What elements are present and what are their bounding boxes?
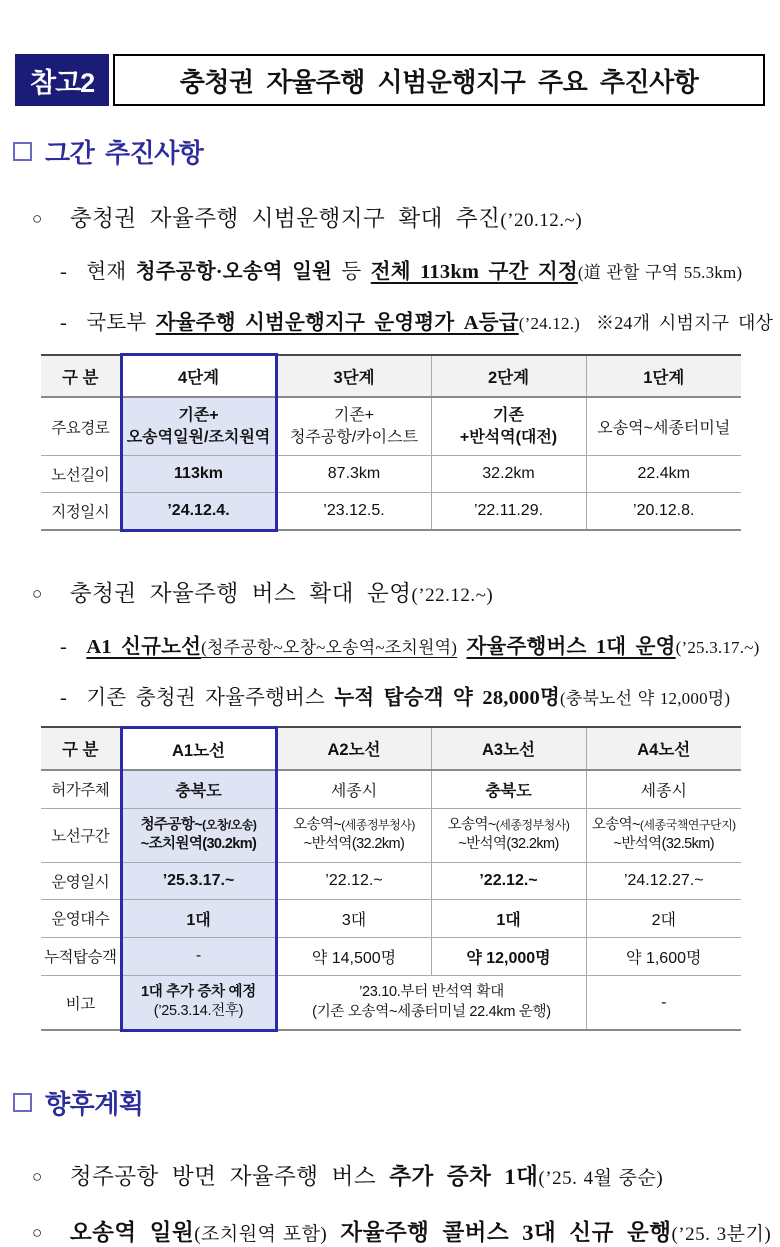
cell-line: 청주공항~ — [140, 816, 203, 833]
cell-sub: (세종국책연구단지) — [639, 817, 736, 832]
cell-stage4-length: 113km — [121, 456, 276, 493]
row-label: 누적탑승객 — [41, 937, 121, 975]
dash-paren: (충북노선 약 12,000명) — [559, 688, 731, 708]
dash-a1-new-route — [60, 629, 780, 659]
cell-a1-section — [121, 808, 276, 862]
cell-a4-permit: 세종시 — [586, 770, 741, 809]
dash-text: 기존 충청권 자율주행버스 — [86, 686, 326, 709]
dash-text: 현재 — [86, 261, 127, 283]
table-header-row — [41, 727, 741, 770]
cell-line: 기존+ — [333, 407, 375, 424]
document-header — [15, 54, 765, 106]
bullet-text-bold: 오송역 일원 — [69, 1219, 195, 1245]
cell-sub: (오창/오송) — [202, 817, 257, 832]
cell-line: 청주공항/카이스트 — [289, 428, 419, 446]
table-row-section — [41, 808, 741, 862]
bullet-zone-expansion — [32, 201, 780, 233]
dash-text-bold-underline: A1 신규노선 — [86, 635, 202, 658]
cell-line: 기존+ — [178, 407, 219, 424]
cell-a2-riders: 약 14,500명 — [276, 937, 431, 975]
document-page — [0, 54, 780, 1247]
cell-stage4-route — [121, 397, 276, 456]
dash-text-bold: 청주공항·오송역 일원 — [135, 261, 333, 283]
reference-badge: 참고2 — [15, 54, 109, 106]
section-heading-label: 그간 추진사항 — [45, 138, 204, 168]
cell-stage4-date: ’24.12.4. — [121, 493, 276, 531]
row-label: 주요경로 — [41, 397, 121, 456]
cell-stage2-date: ’22.11.29. — [431, 493, 586, 531]
cell-a2a3-note — [276, 975, 586, 1030]
cell-line: (’25.3.14.전후) — [153, 1003, 244, 1020]
dash-paren: (’24.12.) — [518, 314, 581, 333]
header-cell-stage1: 1단계 — [586, 355, 741, 398]
bullet-text: 충청권 자율주행 시범운행지구 확대 추진 — [69, 206, 501, 231]
cell-a3-permit: 충북도 — [431, 770, 586, 809]
cell-stage1-length: 22.4km — [586, 456, 741, 493]
cell-a1-fleet: 1대 — [121, 899, 276, 937]
cell-line: +반석역(대전) — [459, 428, 558, 446]
dash-evaluation-grade — [60, 305, 780, 335]
row-label: 운영대수 — [41, 899, 121, 937]
dash-icon: - — [60, 686, 68, 709]
cell-line: ~반석역(32.2km) — [303, 836, 405, 853]
dash-current-designation — [60, 254, 780, 284]
dash-text: 등 — [341, 261, 362, 283]
cell-line: 오송역~ — [591, 816, 640, 833]
circle-bullet-icon: ○ — [32, 1222, 43, 1242]
route-table — [41, 726, 741, 1032]
cell-sub: (세종정부청사) — [341, 817, 415, 832]
cell-line: ~조치원역(30.2km) — [140, 836, 257, 853]
cell-a3-start: ’22.12.~ — [431, 862, 586, 899]
section-heading-past — [13, 133, 780, 170]
section-heading-label: 향후계획 — [45, 1088, 144, 1119]
cell-stage3-route — [276, 397, 431, 456]
cell-line: (기존 오송역~세종터미널 22.4km 운행) — [312, 1003, 551, 1020]
row-label: 운영일시 — [41, 862, 121, 899]
dash-text-bold-underline: 전체 113km 구간 지정 — [370, 261, 578, 283]
cell-line: 1대 추가 증차 예정 — [141, 983, 256, 1000]
cell-sub: (세종정부청사) — [495, 817, 570, 832]
square-bullet-icon — [13, 1093, 32, 1112]
cell-line: ~반석역(32.5km) — [613, 836, 714, 853]
bullet-text: 충청권 자율주행 버스 확대 운영 — [69, 580, 412, 606]
header-cell-gubun: 구 분 — [41, 727, 121, 770]
cell-a1-riders: - — [121, 937, 276, 975]
bullet-cheongju-extra-bus — [32, 1159, 780, 1191]
header-cell-a3: A3노선 — [431, 727, 586, 770]
cell-a4-riders: 약 1,600명 — [586, 937, 741, 975]
cell-a4-section — [586, 808, 741, 862]
cell-a2-permit: 세종시 — [276, 770, 431, 809]
cell-stage1-date: ’20.12.8. — [586, 493, 741, 531]
table-row-fleet — [41, 899, 741, 937]
cell-a3-fleet: 1대 — [431, 899, 586, 937]
header-cell-stage4: 4단계 — [121, 355, 276, 398]
table-row-date — [41, 493, 741, 531]
dash-paren-underline: (청주공항~오창~오송역~조치원역) — [201, 637, 458, 657]
cell-a2-start: ’22.12.~ — [276, 862, 431, 899]
cell-a4-fleet: 2대 — [586, 899, 741, 937]
cell-stage1-route: 오송역~세종터미널 — [586, 397, 741, 456]
dash-note: ※24개 시범지구 대상 — [596, 313, 774, 333]
dash-icon: - — [60, 261, 68, 283]
circle-bullet-icon: ○ — [32, 209, 43, 228]
cell-stage2-route — [431, 397, 586, 456]
table-row-length — [41, 456, 741, 493]
dash-cumulative-riders — [60, 680, 780, 710]
table-row-note — [41, 975, 741, 1030]
square-bullet-icon — [13, 142, 32, 161]
dash-text-bold-underline: 자율주행버스 1대 운영 — [466, 635, 676, 658]
cell-a3-section — [431, 808, 586, 862]
cell-a4-note: - — [586, 975, 741, 1030]
circle-bullet-icon: ○ — [32, 583, 43, 603]
circle-bullet-icon: ○ — [32, 1166, 43, 1186]
row-label: 허가주체 — [41, 770, 121, 809]
bullet-paren: (’25. 4월 중순) — [538, 1167, 664, 1189]
dash-paren: (’25.3.17.~) — [675, 637, 760, 657]
cell-stage3-date: ’23.12.5. — [276, 493, 431, 531]
dash-icon: - — [60, 312, 68, 334]
cell-a1-permit: 충북도 — [121, 770, 276, 809]
header-cell-a4: A4노선 — [586, 727, 741, 770]
row-label: 비고 — [41, 975, 121, 1030]
cell-line: 오송역일원/조치원역 — [126, 428, 271, 446]
header-cell-stage2: 2단계 — [431, 355, 586, 398]
table-row-riders — [41, 937, 741, 975]
cell-a1-start: ’25.3.17.~ — [121, 862, 276, 899]
cell-line: 오송역~ — [293, 816, 342, 833]
table-row-route — [41, 397, 741, 456]
cell-a2-fleet: 3대 — [276, 899, 431, 937]
page-title: 충청권 자율주행 시범운행지구 주요 추진사항 — [113, 54, 765, 106]
cell-a3-riders: 약 12,000명 — [431, 937, 586, 975]
cell-a4-start: ’24.12.27.~ — [586, 862, 741, 899]
dash-text-bold-underline: 자율주행 시범운행지구 운영평가 A등급 — [155, 312, 519, 334]
header-cell-a1: A1노선 — [121, 727, 276, 770]
row-label: 노선구간 — [41, 808, 121, 862]
bullet-bus-expansion — [32, 576, 780, 608]
bullet-paren: (’25. 3분기) — [671, 1223, 772, 1245]
dash-icon: - — [60, 635, 68, 658]
header-cell-a2: A2노선 — [276, 727, 431, 770]
table-row-permit — [41, 770, 741, 809]
bullet-paren: (조치원역 포함) — [194, 1223, 328, 1245]
cell-line: ~반석역(32.2km) — [458, 836, 559, 853]
bullet-text: 청주공항 방면 자율주행 버스 — [69, 1163, 377, 1189]
bullet-text-bold: 자율주행 콜버스 3대 신규 운행 — [340, 1219, 672, 1245]
row-label: 지정일시 — [41, 493, 121, 531]
dash-text: 국토부 — [86, 312, 147, 334]
cell-line: 오송역~ — [447, 816, 496, 833]
row-label: 노선길이 — [41, 456, 121, 493]
section-heading-future — [13, 1084, 780, 1121]
cell-stage3-length: 87.3km — [276, 456, 431, 493]
bullet-paren: (’20.12.~) — [500, 210, 583, 231]
header-cell-stage3: 3단계 — [276, 355, 431, 398]
table-header-row — [41, 355, 741, 398]
bullet-osong-callbus — [32, 1215, 780, 1247]
dash-text-bold: 누적 탑승객 약 28,000명 — [334, 686, 560, 709]
cell-line: ’23.10.부터 반석역 확대 — [359, 984, 504, 1001]
header-cell-gubun: 구 분 — [41, 355, 121, 398]
table-row-start — [41, 862, 741, 899]
cell-a1-note — [121, 975, 276, 1030]
dash-paren: (道 관할 구역 55.3km) — [577, 263, 743, 282]
cell-line: 기존 — [493, 407, 524, 424]
stage-table — [41, 353, 741, 532]
bullet-paren: (’22.12.~) — [411, 584, 494, 606]
cell-stage2-length: 32.2km — [431, 456, 586, 493]
bullet-text-bold: 추가 증차 1대 — [389, 1163, 539, 1189]
cell-a2-section — [276, 808, 431, 862]
